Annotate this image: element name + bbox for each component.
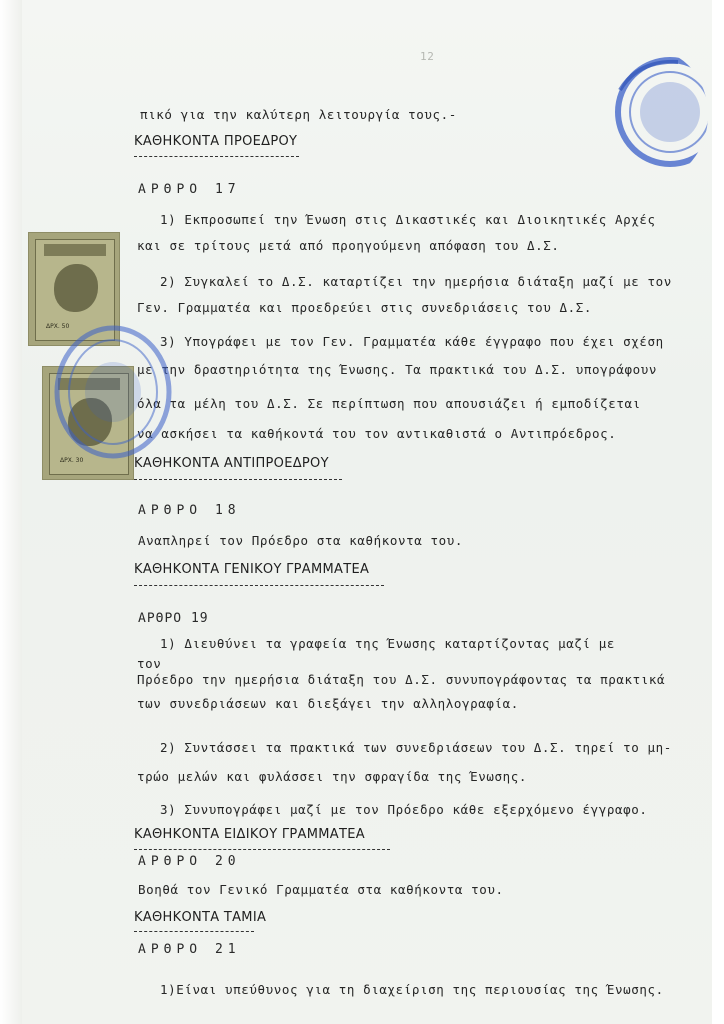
association-seal-top: [598, 50, 708, 180]
stamp-value: ΔΡΧ. 30: [60, 457, 84, 464]
association-seal-stamps: [48, 312, 178, 462]
text-line: 2) Συγκαλεί το Δ.Σ. καταρτίζει την ημερήσια διάταξη μαζί με τον: [160, 274, 672, 289]
article-17-heading: ΑΡΘΡΟ 17: [138, 182, 241, 197]
heading-special-secretary: ΚΑΘΗΚΟΝΤΑ ΕΙΔΙΚΟΥ ΓΡΑΜΜΑΤΕΑ: [134, 827, 365, 842]
text-line: 2) Συντάσσει τα πρακτικά των συνεδριάσεων του Δ.Σ. τηρεί το μη-: [160, 740, 672, 755]
text-line: Πρόεδρο την ημερήσια διάταξη του Δ.Σ. συνυπογράφοντας τα πρακτικά: [137, 672, 666, 687]
text-line: 1) Εκπροσωπεί την Ένωση στις Δικαστικές και Διοικητικές Αρχές: [160, 212, 656, 227]
text-line: τρώο μελών και φυλάσσει την σφραγίδα της Ένωσης.: [137, 769, 528, 784]
text-line: να ασκήσει τα καθήκοντά του τον αντικαθιστά ο Αντιπρόεδρος.: [137, 426, 617, 441]
article-21-heading: ΑΡΘΡΟ 21: [138, 942, 241, 957]
hermes-head-icon: [54, 264, 98, 312]
heading-president: ΚΑΘΗΚΟΝΤΑ ΠΡΟΕΔΡΟΥ: [134, 134, 298, 149]
stamp-banner: [44, 244, 106, 256]
text-line: 3) Συνυπογράφει μαζί με τον Πρόεδρο κάθε εξερχόμενο έγγραφο.: [160, 802, 648, 817]
text-line: 3) Υπογράφει με τον Γεν. Γραμματέα κάθε έγγραφο που έχει σχέση: [160, 334, 664, 349]
text-line: όλα τα μέλη του Δ.Σ. Σε περίπτωση που απουσιάζει ή εμποδίζεται: [137, 396, 641, 411]
text-line: και σε τρίτους μετά από προηγούμενη απόφαση του Δ.Σ.: [137, 238, 560, 253]
article-18-heading: ΑΡΘΡΟ 18: [138, 503, 241, 518]
text-line: Γεν. Γραμματέα και προεδρεύει στις συνεδριάσεις του Δ.Σ.: [137, 300, 593, 315]
underline: [134, 156, 299, 157]
article-20-heading: ΑΡΘΡΟ 20: [138, 854, 241, 869]
underline: [134, 479, 342, 480]
text-line: 1) Διευθύνει τα γραφεία της Ένωσης καταρτίζοντας μαζί με: [160, 636, 616, 651]
heading-vice-president: ΚΑΘΗΚΟΝΤΑ ΑΝΤΙΠΡΟΕΔΡΟΥ: [134, 456, 329, 471]
underline: [134, 849, 390, 850]
text-line: των συνεδριάσεων και διεξάγει την αλληλογραφία.: [137, 696, 519, 711]
text-line: 1)Είναι υπεύθυνος για τη διαχείριση της περιουσίας της Ένωσης.: [160, 982, 664, 997]
article-19-heading: ΑΡΘΡΟ 19: [138, 611, 209, 626]
text-line: πικό για την καλύτερη λειτουργία τους.-: [140, 107, 457, 122]
stamp-value: ΔΡΧ. 50: [46, 323, 70, 330]
text-line: τον: [137, 656, 162, 671]
text-line: με την δραστηριότητα της Ένωσης. Τα πρακτικά του Δ.Σ. υπογράφουν: [137, 362, 658, 377]
page-number: 12: [420, 50, 435, 63]
underline: [134, 585, 384, 586]
underline: [134, 931, 254, 932]
scan-margin: [0, 0, 22, 1024]
text-line: Αναπληρεί τον Πρόεδρο στα καθήκοντα του.: [138, 533, 464, 548]
heading-treasurer: ΚΑΘΗΚΟΝΤΑ ΤΑΜΙΑ: [134, 910, 267, 925]
text-line: Βοηθά τον Γενικό Γραμματέα στα καθήκοντα του.: [138, 882, 504, 897]
heading-general-secretary: ΚΑΘΗΚΟΝΤΑ ΓΕΝΙΚΟΥ ΓΡΑΜΜΑΤΕΑ: [134, 562, 370, 577]
